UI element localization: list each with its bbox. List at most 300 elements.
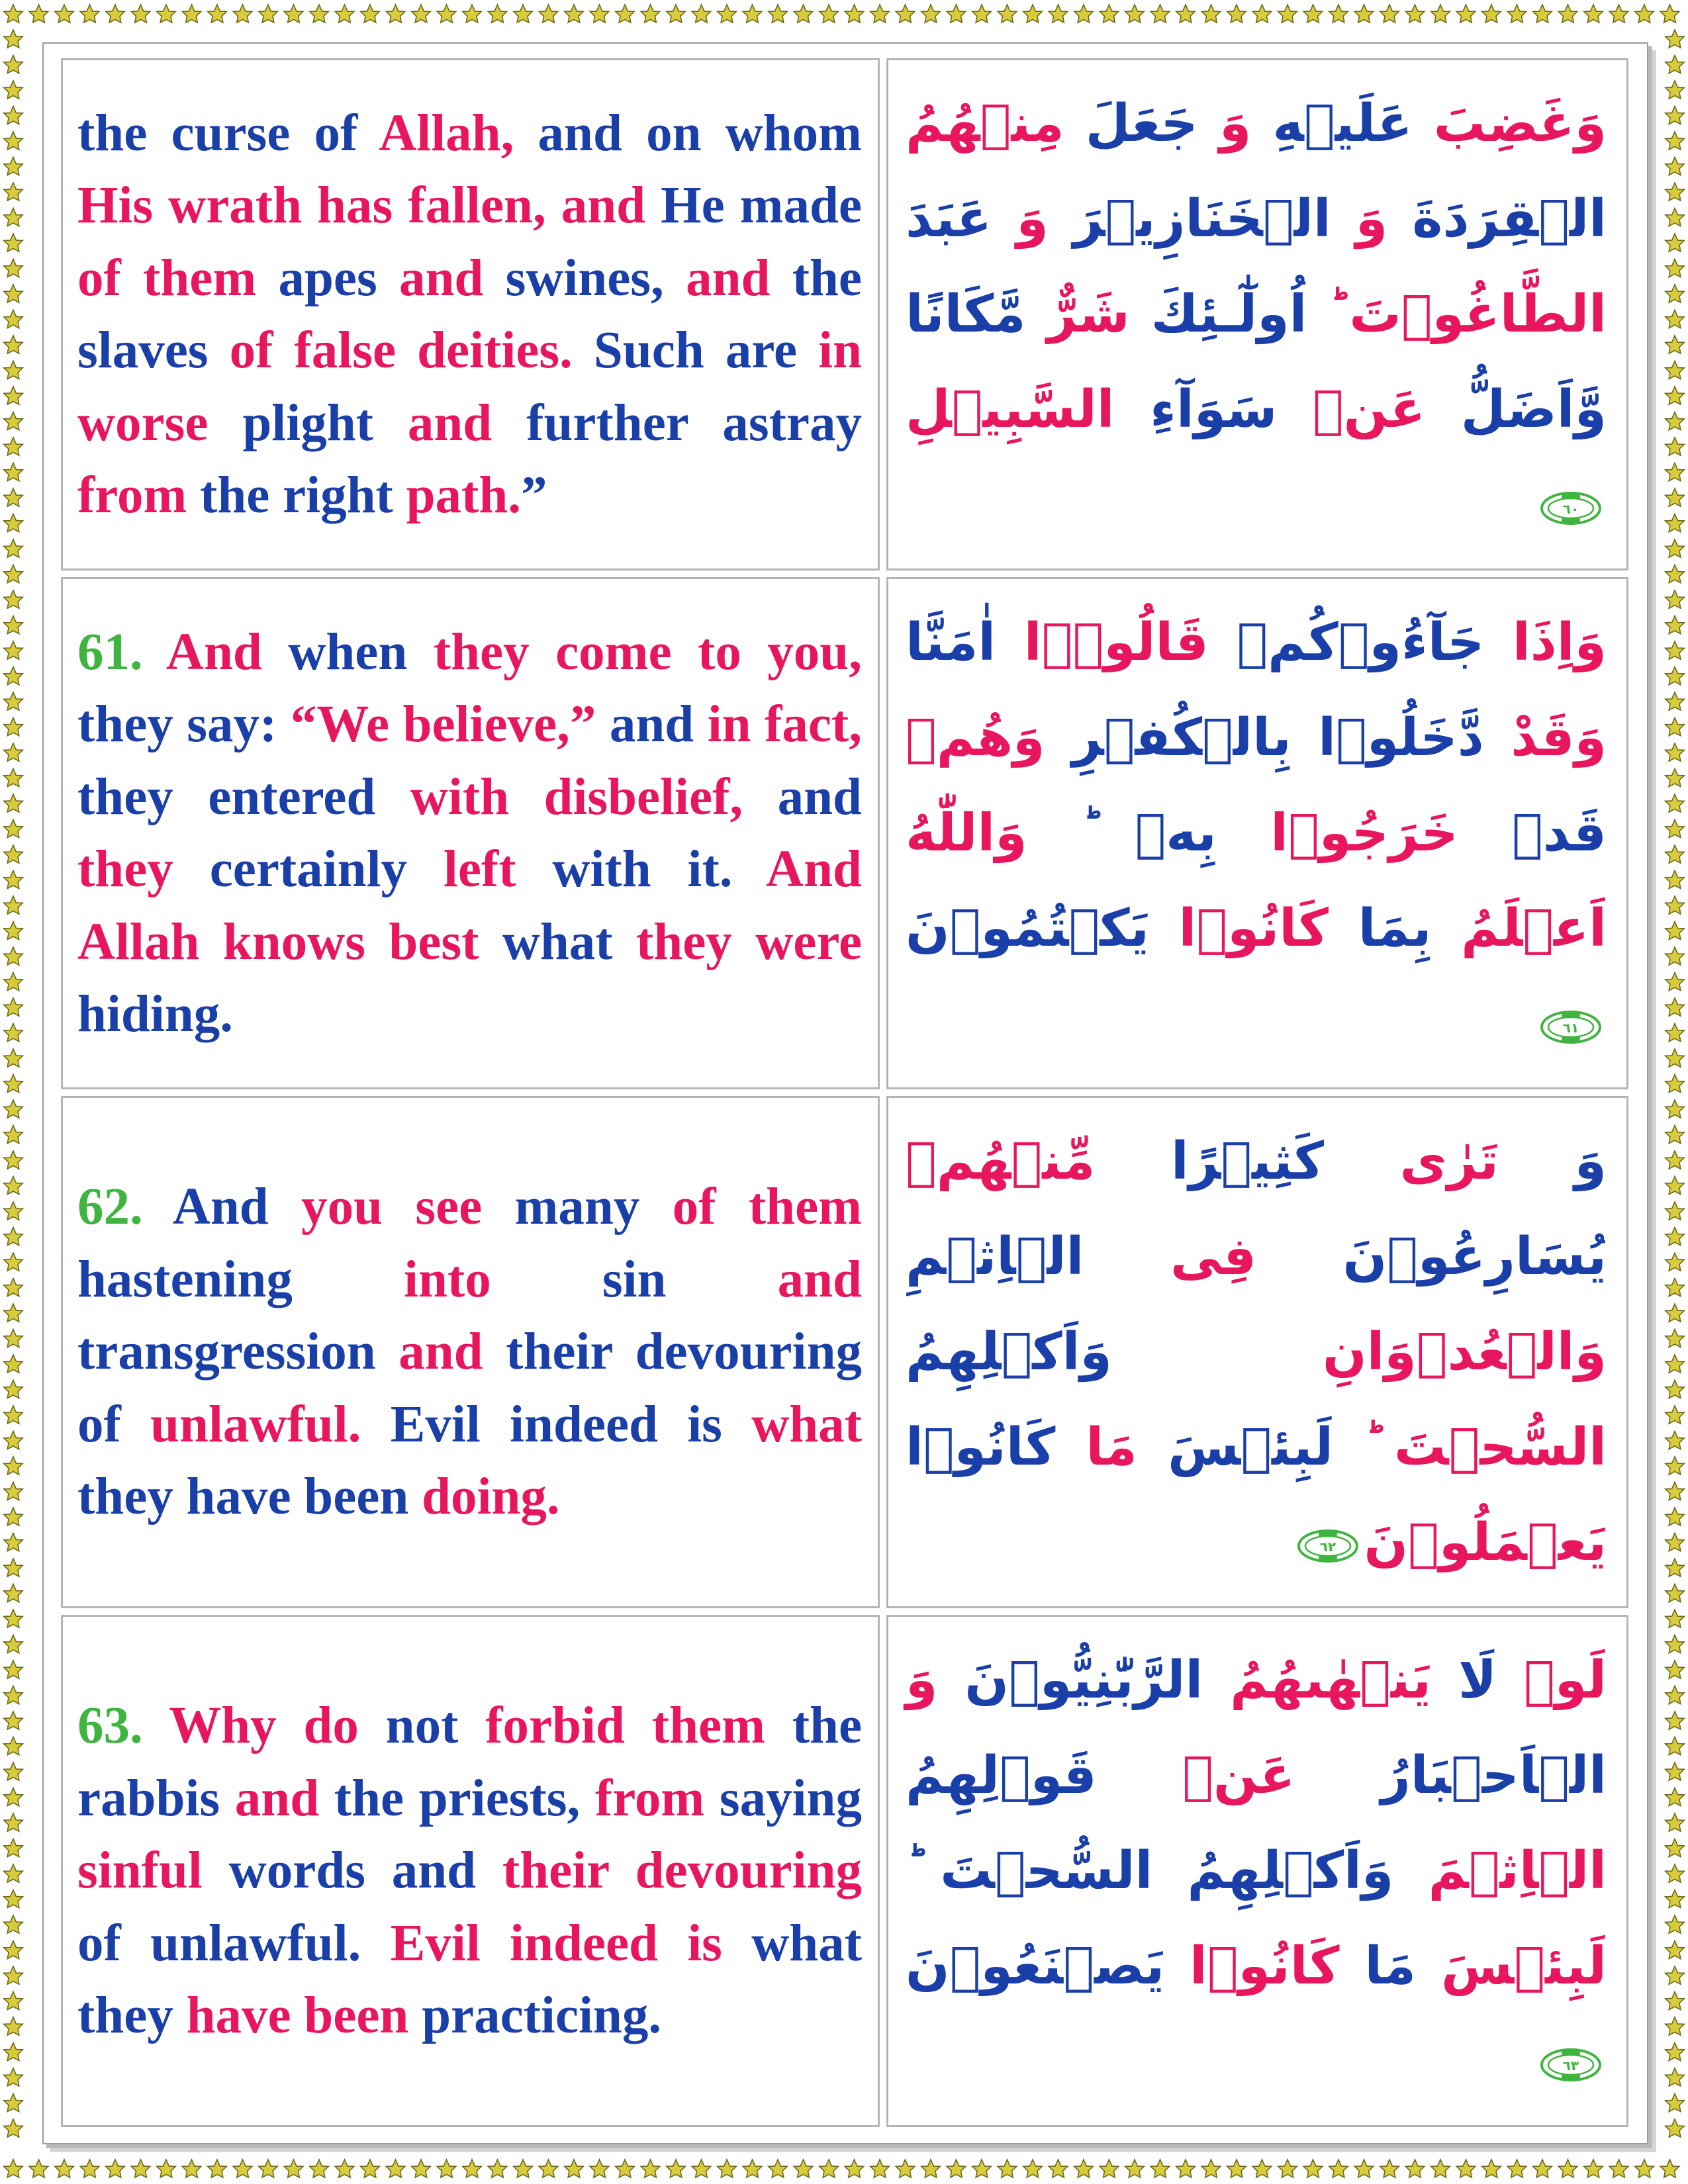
border-star-icon (131, 5, 150, 23)
translation-text: transgression (77, 1323, 399, 1381)
translation-text: the right (200, 467, 406, 524)
border-star-icon (1665, 81, 1685, 99)
border-star-icon (794, 2160, 813, 2177)
translation-text: and (407, 394, 527, 452)
ayah-end-marker-icon (1539, 490, 1603, 526)
translation-text: sinful (77, 1842, 229, 1900)
border-star-icon (4, 1049, 23, 1067)
border-star-icon (1665, 616, 1685, 634)
border-star-icon (4, 1992, 23, 2010)
border-star-icon (4, 2043, 23, 2061)
border-star-icon (1665, 718, 1685, 736)
border-star-icon (1665, 463, 1685, 481)
translation-text: the priests, (334, 1769, 595, 1827)
border-star-icon (29, 5, 48, 23)
english-translation (61, 58, 880, 570)
border-star-icon (208, 5, 227, 23)
border-star-icon (1100, 2160, 1119, 2177)
border-star-icon (1660, 5, 1679, 23)
border-star-icon (208, 2160, 227, 2177)
border-star-icon (4, 2094, 23, 2112)
border-star-icon (845, 5, 864, 23)
verse-row (61, 1615, 1628, 2127)
border-star-icon (4, 259, 23, 277)
translation-text: of them (77, 249, 279, 307)
border-star-icon (335, 2160, 354, 2177)
border-star-icon (1665, 692, 1685, 710)
translation-text: Allah, (379, 104, 538, 162)
arabic-word: كَثِيۡرًا (1095, 1132, 1325, 1191)
translation-text: and (777, 768, 862, 826)
border-star-icon (1665, 1049, 1685, 1067)
border-star-icon (1665, 1075, 1685, 1093)
translation-text: saying (719, 1769, 862, 1827)
border-star-icon (1278, 5, 1297, 23)
border-star-icon (335, 5, 354, 23)
border-star-icon (182, 5, 201, 23)
border-star-icon (386, 2160, 405, 2177)
translation-text: from (77, 467, 201, 524)
border-star-icon (4, 56, 23, 73)
border-star-icon (284, 5, 303, 23)
border-star-icon (233, 5, 252, 23)
arabic-word: الۡقِرَدَةَ (1387, 189, 1607, 249)
border-star-icon (1665, 1126, 1685, 1144)
arabic-word: الرَّبّٰنِيُّوۡنَ (937, 1651, 1203, 1710)
border-star-icon (743, 2160, 762, 2177)
border-star-icon (769, 5, 788, 23)
verse-number: 61. (77, 623, 166, 681)
arabic-word: بِهٖ ؕ (1027, 803, 1217, 863)
translation-text: ” (521, 467, 547, 524)
border-star-icon (4, 285, 23, 302)
border-star-icon (1380, 2160, 1399, 2177)
border-star-icon (1665, 641, 1685, 659)
arabic-word: يَصۡنَعُوۡنَ (906, 1936, 1165, 1996)
border-star-icon (4, 1559, 23, 1576)
border-star-icon (1049, 2160, 1068, 2177)
ayah-number: ٦٢ (1320, 1538, 1336, 1555)
border-star-icon (539, 5, 558, 23)
border-star-icon (463, 2160, 482, 2177)
border-star-icon (1150, 2160, 1170, 2177)
border-star-icon (4, 1533, 23, 1551)
border-star-icon (1665, 208, 1685, 226)
border-star-icon (4, 565, 23, 583)
arabic-word: الطَّاغُوۡتَ ؕ (1307, 285, 1607, 344)
border-star-icon (1665, 1279, 1685, 1297)
border-star-icon (106, 2160, 125, 2177)
border-star-icon (4, 1788, 23, 1806)
border-star-icon (1201, 5, 1221, 23)
arabic-word: وَ (992, 189, 1049, 249)
verse-number: 62. (77, 1178, 173, 1236)
border-star-icon (896, 2160, 915, 2177)
border-star-icon (4, 183, 23, 201)
border-star-icon (4, 769, 23, 787)
border-star-icon (1584, 2160, 1603, 2177)
translation-text: the curse of (77, 104, 379, 162)
border-star-icon (616, 2160, 635, 2177)
border-star-icon (4, 922, 23, 940)
border-star-icon (4, 1406, 23, 1424)
border-star-icon (1125, 2160, 1145, 2177)
english-translation (61, 1096, 880, 1608)
arabic-word: لَا (1431, 1651, 1497, 1710)
border-star-icon (1635, 5, 1654, 23)
translation-text: doing. (422, 1468, 560, 1526)
arabic-word: مِّنۡهُمۡ (906, 1132, 1096, 1191)
arabic-word: وَ (906, 1651, 938, 1710)
border-star-icon (1665, 107, 1685, 124)
border-star-icon (4, 1304, 23, 1322)
border-star-icon (4, 845, 23, 863)
border-star-icon (4, 667, 23, 685)
border-star-icon (1665, 565, 1685, 583)
border-star-icon (1665, 2017, 1685, 2035)
border-star-icon (4, 1100, 23, 1118)
border-star-icon (310, 2160, 329, 2177)
border-star-icon (29, 2160, 48, 2177)
border-star-icon (4, 1864, 23, 1882)
border-star-icon (1303, 5, 1323, 23)
border-star-icon (4, 692, 23, 710)
border-star-icon (1507, 5, 1526, 23)
border-star-icon (4, 1355, 23, 1373)
border-star-icon (4, 718, 23, 736)
border-star-icon (1665, 2068, 1685, 2086)
border-star-icon (1665, 1355, 1685, 1373)
arabic-word: كَانُوۡا (906, 1418, 1056, 1477)
translation-text: from (594, 1769, 720, 1827)
border-star-icon (1665, 387, 1685, 404)
translation-text: apes (278, 249, 399, 307)
translation-text: unlawful. (150, 1395, 391, 1453)
border-star-icon (4, 2119, 23, 2137)
border-star-icon (4, 1635, 23, 1653)
arabic-word: عَنۡ (1096, 1746, 1295, 1805)
border-star-icon (1100, 5, 1119, 23)
border-star-icon (1665, 896, 1685, 914)
verse-frame (42, 42, 1648, 2144)
border-star-icon (4, 2017, 23, 2035)
border-star-icon (463, 5, 482, 23)
border-star-icon (488, 5, 507, 23)
arabic-verse (886, 577, 1628, 1089)
border-star-icon (1665, 1686, 1685, 1704)
border-star-icon (1665, 1330, 1685, 1347)
border-star-icon (1665, 285, 1685, 302)
border-star-icon (870, 5, 890, 23)
border-star-icon (1558, 2160, 1577, 2177)
border-star-icon (1665, 820, 1685, 838)
border-star-icon (1303, 2160, 1323, 2177)
arabic-word: خَرَجُوۡا (1216, 803, 1458, 863)
border-star-icon (4, 81, 23, 99)
arabic-word: وَ (1498, 1132, 1607, 1191)
translation-text: His wrath has fallen, and (77, 177, 661, 234)
border-star-icon (4, 514, 23, 532)
border-star-icon (1533, 2160, 1552, 2177)
translation-text: with it. (552, 841, 767, 898)
border-star-icon (565, 5, 584, 23)
border-star-icon (4, 1432, 23, 1449)
border-star-icon (4, 1075, 23, 1093)
border-star-icon (667, 5, 686, 23)
border-star-icon (718, 5, 737, 23)
verse-row (61, 577, 1628, 1089)
border-star-icon (1533, 5, 1552, 23)
translation-text: not (385, 1697, 486, 1755)
translation-text: certainly (209, 841, 444, 898)
border-star-icon (1456, 2160, 1476, 2177)
border-star-icon (1665, 1024, 1685, 1042)
border-star-icon (4, 1915, 23, 1933)
border-star-icon (1201, 2160, 1221, 2177)
translation-text: And (172, 1178, 302, 1236)
border-star-icon (4, 1661, 23, 1678)
border-star-icon (55, 5, 74, 23)
translation-text: He made (661, 177, 862, 234)
translation-text: they say: (77, 696, 291, 753)
translation-text: you (301, 1178, 416, 1236)
border-star-icon (514, 5, 533, 23)
border-star-icon (514, 2160, 533, 2177)
border-star-icon (1252, 2160, 1272, 2177)
english-translation (61, 577, 880, 1089)
translation-text: and (399, 1323, 506, 1381)
translation-text: they have been (77, 1468, 422, 1526)
border-star-icon (794, 5, 813, 23)
translation-text: see (415, 1178, 515, 1236)
border-star-icon (1665, 336, 1685, 353)
border-star-icon (4, 463, 23, 481)
border-star-icon (1665, 183, 1685, 201)
translation-text: further astray (526, 394, 862, 452)
border-star-icon (4, 2068, 23, 2086)
border-star-icon (80, 2160, 99, 2177)
arabic-word: لَبِئۡسَ (1416, 1936, 1607, 1996)
arabic-word: السُّحۡتَ ؕ (906, 1841, 1153, 1901)
arabic-word: يَكۡتُمُوۡنَ (906, 899, 1149, 958)
border-star-icon (1125, 5, 1145, 23)
border-star-icon (361, 2160, 380, 2177)
border-star-icon (1665, 310, 1685, 328)
translation-text: into (404, 1250, 602, 1308)
border-star-icon (1665, 1202, 1685, 1220)
border-star-icon (718, 2160, 737, 2177)
border-star-icon (1665, 514, 1685, 532)
translation-text: left (443, 841, 553, 898)
border-star-icon (1665, 871, 1685, 889)
border-star-icon (667, 2160, 686, 2177)
border-star-icon (1609, 2160, 1628, 2177)
translation-text: practicing. (422, 1987, 662, 2045)
arabic-word: اُولٰٓـئِكَ (1129, 285, 1307, 344)
translation-text: And (165, 623, 289, 681)
border-star-icon (1049, 5, 1068, 23)
verse-row (61, 1096, 1628, 1608)
ayah-number: ٦٠ (1562, 500, 1579, 517)
border-star-icon (1665, 590, 1685, 608)
translation-text: their devouring (502, 1842, 863, 1900)
translation-text: they were (636, 913, 863, 971)
border-star-icon (1665, 743, 1685, 761)
arabic-word: قَالُوۡۤا (996, 613, 1209, 672)
border-star-icon (437, 5, 456, 23)
border-star-icon (1665, 1762, 1685, 1780)
arabic-word: السَّبِيۡلِ (906, 380, 1115, 439)
border-star-icon (4, 1330, 23, 1347)
arabic-word: سَوَآءِ (1114, 380, 1278, 439)
border-star-icon (4, 616, 23, 634)
border-star-icon (1609, 5, 1628, 23)
arabic-word: وَقَدْ (1483, 708, 1607, 768)
border-star-icon (1227, 2160, 1246, 2177)
translation-text: their devouring of (77, 1323, 863, 1453)
border-star-icon (1665, 30, 1685, 48)
arabic-word: يَعۡمَلُوۡنَ (1364, 1513, 1607, 1572)
translation-text: have been (186, 1987, 422, 2045)
border-star-icon (1665, 1915, 1685, 1933)
border-star-icon (1635, 2160, 1654, 2177)
ayah-end-marker-icon (1539, 2047, 1603, 2083)
border-star-icon (1665, 1381, 1685, 1398)
arabic-word: قَوۡلِهِمُ (906, 1746, 1097, 1805)
verse-row (61, 58, 1628, 570)
border-star-icon (1665, 1457, 1685, 1475)
translation-text: Such are (593, 322, 819, 379)
arabic-word: يَنۡهٰٮهُمُ (1203, 1651, 1432, 1710)
border-star-icon (1665, 234, 1685, 251)
border-star-icon (4, 1966, 23, 1984)
translation-text: of them (672, 1178, 862, 1236)
border-star-icon (743, 5, 762, 23)
translation-text: hiding. (77, 985, 233, 1043)
arabic-word: لَبِئۡسَ (1137, 1418, 1333, 1477)
translation-text: with disbelief, (410, 768, 778, 826)
verses-table (54, 52, 1635, 2134)
border-star-icon (4, 336, 23, 353)
border-star-icon (1665, 1228, 1685, 1246)
border-star-icon (55, 2160, 74, 2177)
border-star-icon (1329, 2160, 1348, 2177)
border-star-icon (4, 1024, 23, 1042)
border-star-icon (1665, 1610, 1685, 1627)
arabic-word: جَآءُوۡكُمۡ (1208, 613, 1485, 672)
arabic-word: وَّاَضَلُّ (1425, 380, 1607, 439)
arabic-word: عَنۡ (1277, 380, 1426, 439)
border-star-icon (845, 2160, 864, 2177)
border-star-icon (1665, 845, 1685, 863)
border-star-icon (1665, 1966, 1685, 1984)
translation-text: in worse (77, 322, 863, 452)
border-star-icon (1665, 1635, 1685, 1653)
translation-text: and (777, 1250, 862, 1308)
border-star-icon (1252, 5, 1272, 23)
border-star-icon (4, 641, 23, 659)
translation-text: they entered (77, 768, 410, 826)
translation-text: of false deities. (229, 322, 594, 379)
border-star-icon (641, 2160, 660, 2177)
arabic-word: مَا (1339, 1936, 1416, 1996)
border-star-icon (820, 2160, 839, 2177)
border-star-icon (4, 539, 23, 557)
border-star-icon (4, 1202, 23, 1220)
border-star-icon (310, 5, 329, 23)
arabic-word: يُسَارِعُوۡنَ (1256, 1227, 1607, 1287)
border-star-icon (998, 2160, 1017, 2177)
border-star-icon (1278, 2160, 1297, 2177)
arabic-word: مَّكَانًا (906, 285, 1026, 344)
border-star-icon (4, 743, 23, 761)
border-star-icon (1665, 1941, 1685, 1959)
border-star-icon (1665, 1304, 1685, 1322)
translation-text: Evil indeed is (390, 1395, 752, 1453)
border-star-icon (896, 5, 915, 23)
arabic-word: السُّحۡتَ ؕ (1333, 1418, 1607, 1477)
border-star-icon (1665, 1788, 1685, 1806)
border-star-icon (1023, 5, 1043, 23)
border-star-icon (1665, 922, 1685, 940)
border-star-icon (106, 5, 125, 23)
border-star-icon (284, 2160, 303, 2177)
border-star-icon (4, 488, 23, 506)
translation-text: knows best (222, 913, 502, 971)
border-star-icon (1665, 1406, 1685, 1424)
border-star-icon (1665, 1508, 1685, 1525)
border-star-icon (590, 2160, 609, 2177)
border-star-icon (4, 132, 23, 150)
ayah-number: ٦٣ (1562, 2057, 1579, 2073)
border-star-icon (4, 871, 23, 889)
border-star-icon (1665, 1559, 1685, 1576)
border-star-icon (692, 5, 711, 23)
border-star-icon (998, 5, 1017, 23)
translation-text: “We believe,” (290, 696, 610, 753)
border-star-icon (157, 2160, 176, 2177)
border-star-icon (1665, 947, 1685, 965)
arabic-word: وَالۡعُدۡوَانِ (1111, 1322, 1607, 1382)
border-star-icon (1665, 437, 1685, 455)
border-star-icon (1405, 5, 1425, 23)
border-star-icon (4, 1686, 23, 1704)
border-star-icon (1665, 1737, 1685, 1755)
border-star-icon (1329, 5, 1348, 23)
arabic-word: بِمَا (1328, 899, 1432, 958)
border-star-icon (1665, 56, 1685, 73)
ayah-end-marker-icon (1539, 1009, 1603, 1045)
border-star-icon (1431, 5, 1450, 23)
arabic-word: وَاللّٰهُ (906, 803, 1027, 863)
border-star-icon (4, 896, 23, 914)
border-star-icon (182, 2160, 201, 2177)
border-star-icon (1665, 769, 1685, 787)
border-star-icon (4, 1584, 23, 1602)
border-star-icon (1665, 259, 1685, 277)
border-star-icon (4, 107, 23, 124)
arabic-word: بِالۡكُفۡرِ (1045, 708, 1291, 768)
border-star-icon (4, 1126, 23, 1144)
ayah-end-marker-icon (1296, 1528, 1360, 1564)
border-star-icon (4, 234, 23, 251)
translation-text: swines, (505, 249, 686, 307)
border-star-icon (1665, 973, 1685, 991)
translation-text: many (514, 1178, 673, 1236)
arabic-verse (886, 1096, 1628, 1608)
translation-text: plight (242, 394, 408, 452)
arabic-word: جَعَلَ (1064, 94, 1198, 154)
